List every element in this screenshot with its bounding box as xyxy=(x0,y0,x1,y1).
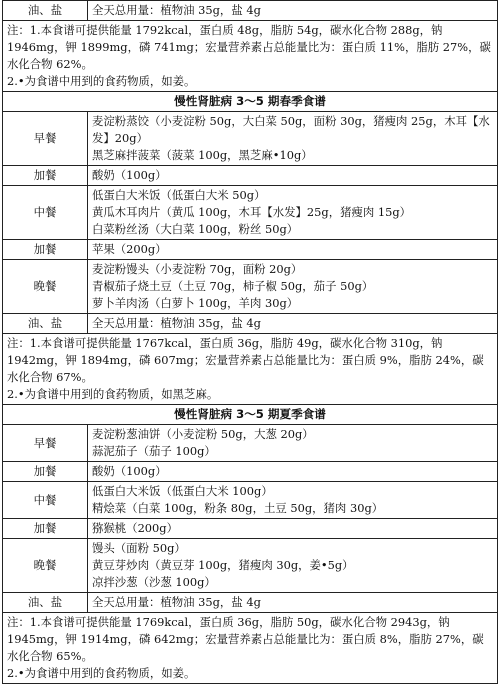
dish-line: 黄瓜木耳肉片（黄瓜 100g，木耳【水发】25g，猪瘦肉 15g） xyxy=(92,205,412,219)
dish-line: 馒头（面粉 50g） xyxy=(92,541,186,555)
dish-line: 猕猴桃（200g） xyxy=(92,521,178,535)
meal-content xyxy=(88,112,498,166)
meal-row xyxy=(3,519,498,539)
dish-line: 白菜粉丝汤（大白菜 100g，粉丝 50g） xyxy=(92,222,299,236)
meal-label: 晚餐 xyxy=(3,539,88,593)
note-line-1: 注：1.本食谱可提供能量 1792kcal，蛋白质 48g，脂肪 54g，碳水化合物 288g，钠 1946mg，钾 1899mg，磷 741mg；宏量营养素占总能量比为：蛋白质 11%，脂肪 27%，碳水化合物 62%。 xyxy=(7,23,491,71)
meal-row xyxy=(3,112,498,166)
meal-label: 加餐 xyxy=(3,240,88,260)
note-line-2: 2.•为食谱中用到的食药物质，如姜。 xyxy=(7,666,196,680)
summer-section-title: 慢性肾脏病 3～5 期夏季食谱 xyxy=(3,405,498,425)
note-cell xyxy=(3,334,498,405)
oil-salt-row xyxy=(3,593,498,613)
dish-line: 酸奶（100g） xyxy=(92,464,167,478)
note-row xyxy=(3,613,498,684)
note-cell xyxy=(3,21,498,92)
spring-title-row xyxy=(3,92,498,112)
dish-line: 麦淀粉蒸饺（小麦淀粉 50g，大白菜 50g，面粉 30g，猪瘦肉 25g，木耳【水发】20g） xyxy=(92,114,490,145)
oil-salt-text: 全天总用量：植物油 35g，盐 4g xyxy=(88,314,498,334)
oil-salt-text: 全天总用量：植物油 35g，盐 4g xyxy=(88,1,498,21)
meal-content xyxy=(88,425,498,462)
dish-line: 萝卜羊肉汤（白萝卜 100g，羊肉 30g） xyxy=(92,296,299,310)
meal-row xyxy=(3,166,498,186)
meal-label: 中餐 xyxy=(3,482,88,519)
meal-row xyxy=(3,482,498,519)
meal-content xyxy=(88,462,498,482)
dish-line: 酸奶（100g） xyxy=(92,168,167,182)
meal-content xyxy=(88,186,498,240)
oil-salt-label: 油、盐 xyxy=(3,1,88,21)
meal-label: 加餐 xyxy=(3,166,88,186)
meal-row xyxy=(3,539,498,593)
meal-content xyxy=(88,539,498,593)
note-row xyxy=(3,334,498,405)
spring-section-title: 慢性肾脏病 3～5 期春季食谱 xyxy=(3,92,498,112)
meal-label: 早餐 xyxy=(3,425,88,462)
meal-row xyxy=(3,240,498,260)
dish-line: 低蛋白大米饭（低蛋白大米 100g） xyxy=(92,484,273,498)
oil-salt-label: 油、盐 xyxy=(3,314,88,334)
meal-content xyxy=(88,482,498,519)
dish-line: 青椒茄子烧土豆（土豆 70g，柿子椒 50g，茄子 50g） xyxy=(92,279,374,293)
dish-line: 精烩菜（白菜 100g，粉条 80g，土豆 50g，猪肉 30g） xyxy=(92,501,384,515)
meal-row xyxy=(3,260,498,314)
meal-label: 早餐 xyxy=(3,112,88,166)
meal-row xyxy=(3,462,498,482)
recipe-table-body xyxy=(3,1,498,684)
note-line-2: 2.•为食谱中用到的食药物质，如姜。 xyxy=(7,74,196,88)
dish-line: 麦淀粉馒头（小麦淀粉 70g，面粉 20g） xyxy=(92,262,303,276)
meal-label: 中餐 xyxy=(3,186,88,240)
meal-content xyxy=(88,240,498,260)
note-cell xyxy=(3,613,498,684)
note-line-1: 注：1.本食谱可提供能量 1767kcal，蛋白质 36g，脂肪 49g，碳水化合物 310g，钠 1942mg，钾 1894mg，磷 607mg；宏量营养素占总能量比为：蛋白质 9%，脂肪 24%，碳水化合物 67%。 xyxy=(7,336,484,384)
dish-line: 黄豆芽炒肉（黄豆芽 100g，猪瘦肉 30g，姜•5g） xyxy=(92,558,354,572)
note-row xyxy=(3,21,498,92)
note-line-2: 2.•为食谱中用到的食药物质，如黑芝麻。 xyxy=(7,387,219,401)
dish-line: 黑芝麻拌菠菜（菠菜 100g，黑芝麻•10g） xyxy=(92,148,313,162)
note-line-1: 注：1.本食谱可提供能量 1769kcal，蛋白质 36g，脂肪 50g，碳水化合物 2943g，钠 1945mg，钾 1914mg，磷 642mg；宏量营养素占总能量比为：蛋白质 8%，脂肪 27%，碳水化合物 65%。 xyxy=(7,615,484,663)
oil-salt-label: 油、盐 xyxy=(3,593,88,613)
dish-line: 苹果（200g） xyxy=(92,242,167,256)
recipe-document xyxy=(2,0,498,684)
oil-salt-row xyxy=(3,314,498,334)
recipe-table xyxy=(2,0,498,684)
meal-label: 晚餐 xyxy=(3,260,88,314)
oil-salt-row xyxy=(3,1,498,21)
meal-content xyxy=(88,166,498,186)
meal-label: 加餐 xyxy=(3,462,88,482)
meal-content xyxy=(88,519,498,539)
dish-line: 凉拌沙葱（沙葱 100g） xyxy=(92,575,216,589)
dish-line: 低蛋白大米饭（低蛋白大米 50g） xyxy=(92,188,266,202)
oil-salt-text: 全天总用量：植物油 35g，盐 4g xyxy=(88,593,498,613)
meal-content xyxy=(88,260,498,314)
summer-title-row xyxy=(3,405,498,425)
meal-row xyxy=(3,425,498,462)
meal-label: 加餐 xyxy=(3,519,88,539)
dish-line: 麦淀粉葱油饼（小麦淀粉 50g，大葱 20g） xyxy=(92,427,314,441)
dish-line: 蒜泥茄子（茄子 100g） xyxy=(92,444,216,458)
meal-row xyxy=(3,186,498,240)
